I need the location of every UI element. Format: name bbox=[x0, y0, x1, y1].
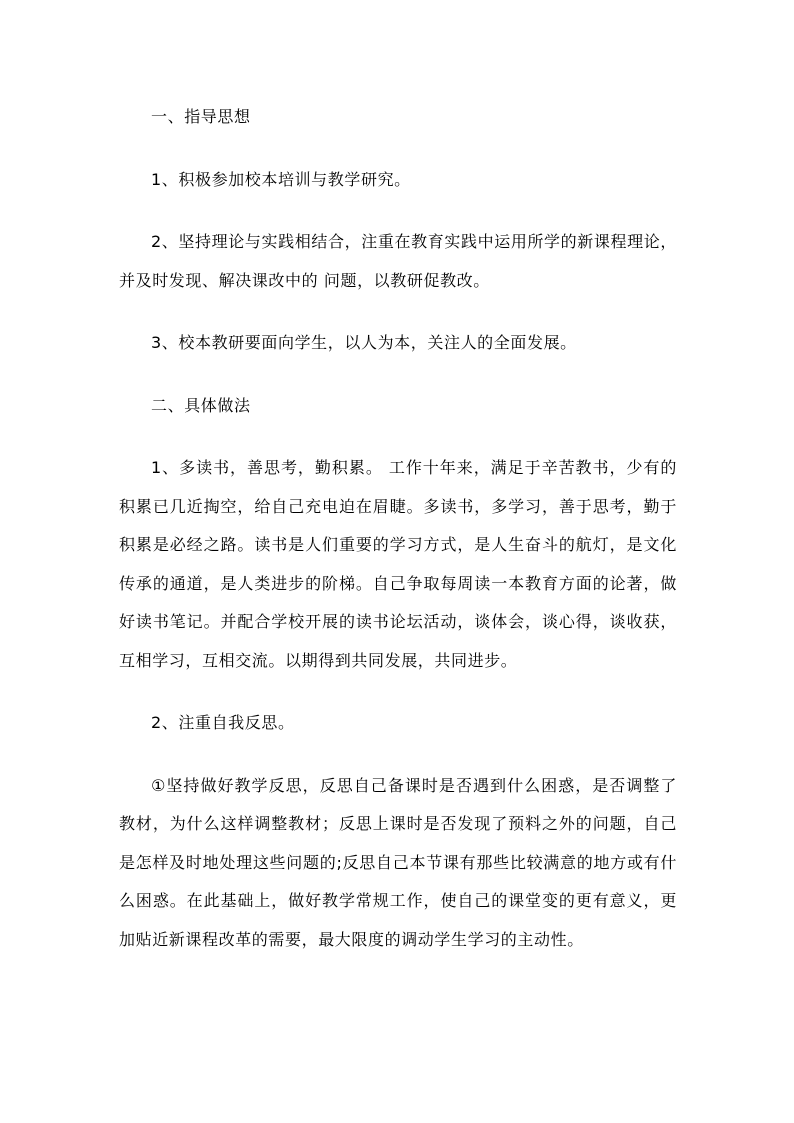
paragraph-gap bbox=[119, 300, 677, 324]
paragraph-gap bbox=[119, 199, 677, 223]
paragraph-teaching-reflection: ①坚持做好教学反思，反思自己备课时是否遇到什么困惑，是否调整了教材，为什么这样调整教材；反思上课时是否发现了预料之外的问题，自己是怎样及时地处理这些问题的;反思自己本节课有那些比较满意的地方或有什么困惑。在此基础上，做好教学常规工作，使自己的课堂变的更有意义，更加贴近新课程改革的需要，最大限度的调动学生学习的主动性。 bbox=[119, 775, 677, 949]
paragraph-gap bbox=[119, 680, 677, 704]
paragraph-gap bbox=[119, 363, 677, 387]
paragraph-item-1: 1、积极参加校本培训与教学研究。 bbox=[151, 169, 411, 189]
section-heading-guiding-ideology: 一、指导思想 bbox=[151, 107, 251, 126]
paragraph-gap bbox=[119, 137, 677, 161]
section-heading-specific-methods: 二、具体做法 bbox=[151, 395, 251, 415]
paragraph-gap bbox=[119, 425, 677, 449]
paragraph-gap bbox=[119, 743, 677, 767]
paragraph-item-3: 3、校本教研要面向学生，以人为本，关注人的全面发展。 bbox=[151, 333, 577, 352]
paragraph-self-reflection-heading: 2、注重自我反思。 bbox=[151, 713, 295, 732]
paragraph-item-2: 2、坚持理论与实践相结合，注重在教育实践中运用所学的新课程理论，并及时发现、解决课改中的 问题，以教研促教改。 bbox=[119, 232, 677, 290]
document-body bbox=[119, 98, 677, 959]
paragraph-reading: 1、多读书，善思考，勤积累。 工作十年来，满足于辛苦教书，少有的积累已几近掏空，给自己充电迫在眉睫。多读书，多学习，善于思考，勤于积累是必经之路。读书是人们重要的学习方式，是人生奋斗的航灯，是文化 传承的通道，是人类进步的阶梯。自己争取每周读一本教育方面的论著，做好读书笔记。并配合学校开展的读书论坛活动，谈体会，谈心得，谈收获，互相学习，互相交流。以期得到共同发展，共同进步。 bbox=[119, 458, 677, 670]
